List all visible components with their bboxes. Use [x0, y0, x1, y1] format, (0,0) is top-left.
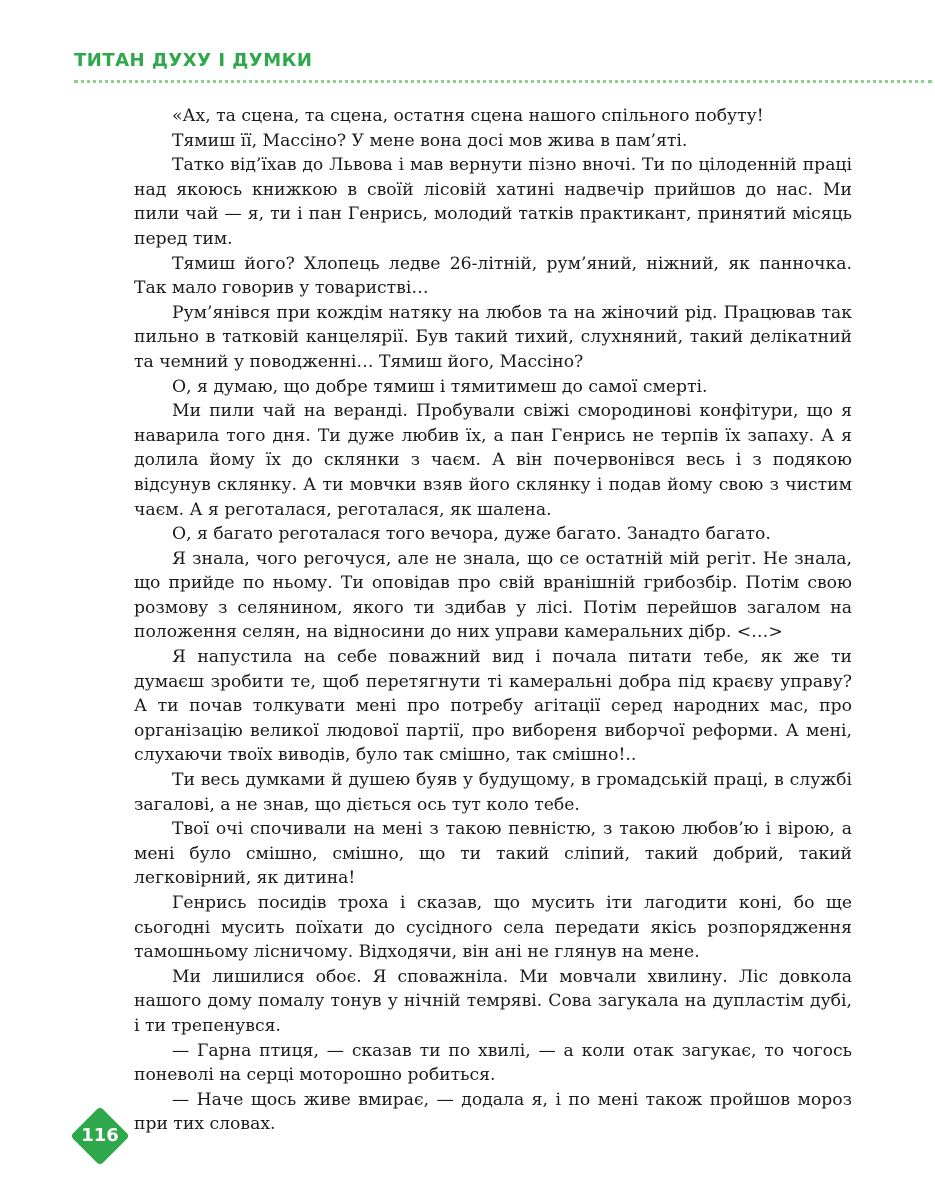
- paragraph: Твої очі спочивали на мені з такою певністю, з такою любов’ю і вірою, а мені було смішно, смішно, що ти такий сліпий, такий добрий, такий легковірний, як дитина!: [134, 819, 852, 889]
- paragraph: Татко від’їхав до Львова і мав вернути пізно вночі. Ти по цілоденній праці над якоюсь книжкою в своїй лісовій хатині надвечір прийшов до нас. Ми пили чай — я, ти і пан Генрись, молодий татків практикант, принятий місяць перед тим.: [134, 155, 852, 249]
- paragraph: Тямиш її, Массіно? У мене вона досі мов жива в пам’яті.: [172, 130, 688, 151]
- paragraph: Ти весь думками й душею буяв у будущому, в громадській праці, в службі загалові, а не знав, що діється ось тут коло тебе.: [134, 770, 852, 815]
- running-header: ТИТАН ДУХУ І ДУМКИ: [74, 50, 313, 71]
- header-divider: [74, 80, 932, 83]
- paragraph: О, я думаю, що добре тямиш і тямитимеш до самої смерті.: [172, 376, 708, 397]
- paragraph: Ми лишилися обоє. Я споважніла. Ми мовчали хвилину. Ліс довкола нашого дому помалу тонув у нічній темряві. Сова загукала на дупластім дубі, і ти трепенувся.: [134, 966, 852, 1036]
- page-number: 116: [81, 1125, 119, 1146]
- body-text: [134, 104, 852, 1137]
- paragraph: Ми пили чай на веранді. Пробували свіжі смородинові конфітури, що я наварила того дня. Ти дуже любив їх, а пан Генрись не терпів їх запаху. А я долила йому їх до склянки з чаєм. А він почервонівся весь і з подякою відсунув склянку. А ти мовчки взяв його склянку і подав йому свою з чистим чаєм. А я реготалася, реготалася, як шалена.: [134, 401, 852, 520]
- paragraph: Генрись посидів троха і сказав, що мусить іти лагодити коні, бо ще сьогодні мусить поїхати до сусідного села передати якісь розпорядження тамошньому лісничому. Відходячи, він ані не глянув на мене.: [134, 893, 852, 963]
- paragraph: О, я багато реготалася того вечора, дуже багато. Занадто багато.: [172, 524, 771, 545]
- paragraph: — Наче щось живе вмирає, — додала я, і по мені також пройшов мороз при тих словах.: [134, 1089, 852, 1135]
- paragraph: Я напустила на себе поважний вид і почала питати тебе, як же ти думаєш зробити те, щоб перетягнути ті камеральні добра під краєву управу? А ти почав толкувати мені про потребу агітації серед народних мас, про організацію великої людової партії, про вибореня виборчої реформи. А мені, слухаючи твоїх виводів, було так смішно, так смішно!..: [134, 647, 852, 766]
- paragraph: Тямиш його? Хлопець ледве 26-літній, рум’яний, ніжний, як панночка. Так мало говорив у товаристві…: [134, 253, 852, 299]
- paragraph: «Ах, та сцена, та сцена, остатня сцена нашого спільного побуту!: [172, 106, 764, 126]
- page-number-badge: [75, 1111, 125, 1161]
- paragraph: Я знала, чого регочуся, але не знала, що се остатній мій регіт. Не знала, що прийде по ньому. Ти оповідав про свій вранішній грибозбір. Потім свою розмову з селянином, якого ти здибав у лісі. Потім перейшов загалом на положення селян, на відносини до них управи камеральних дібр. <…>: [134, 548, 852, 643]
- paragraph: — Гарна птиця, — сказав ти по хвилі, — а коли отак загукає, то чогось поневолі на серці моторошно робиться.: [134, 1040, 852, 1086]
- paragraph: Рум’янівся при кождім натяку на любов та на жіночий рід. Працював так пильно в татковій канцелярії. Був такий тихий, слухняний, такий делікатний та чемний у поводженні… Тямиш його, Массіно?: [134, 302, 852, 372]
